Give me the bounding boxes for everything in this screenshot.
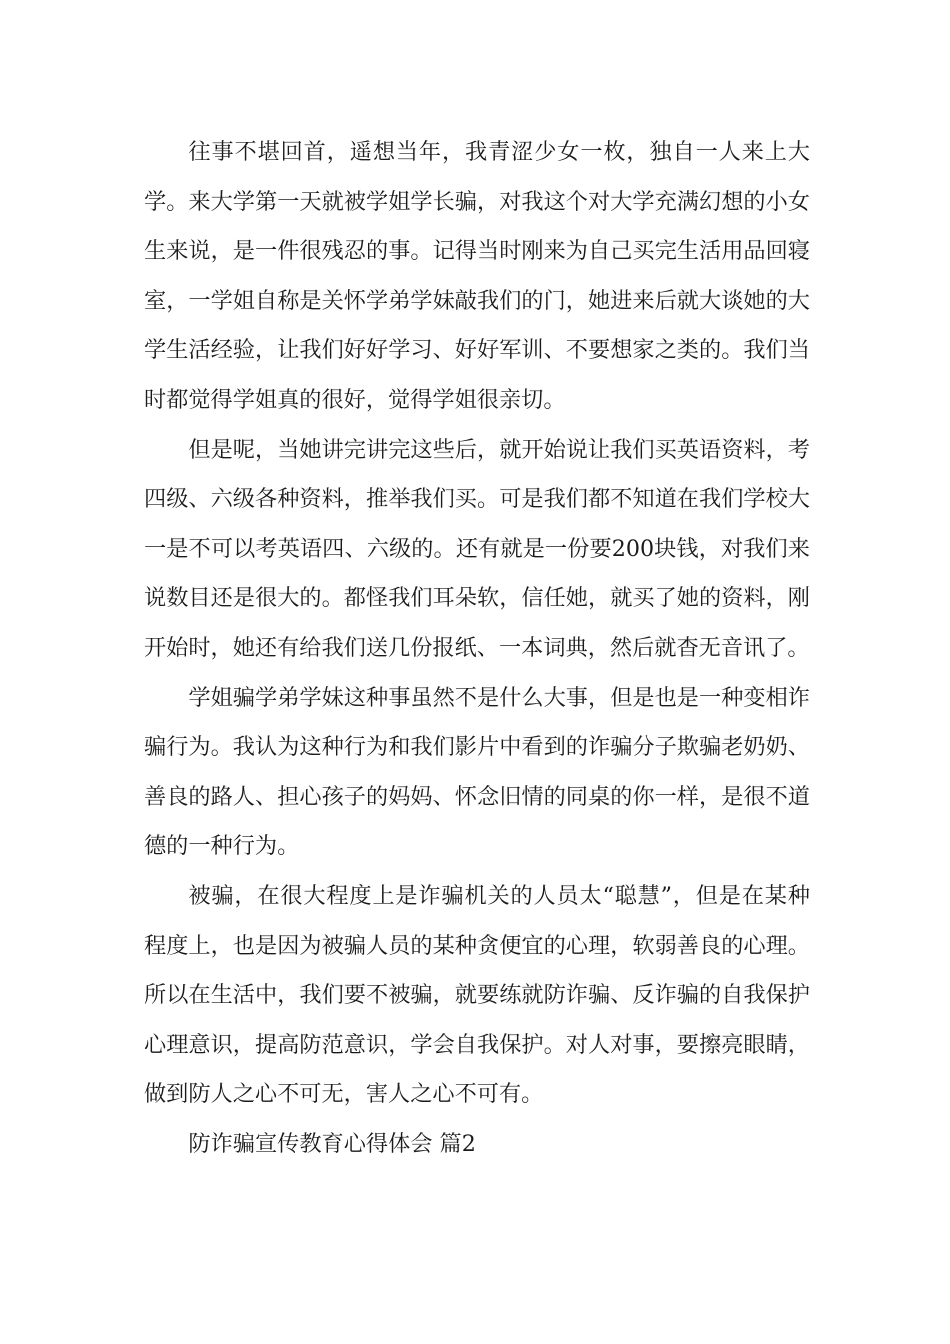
paragraph-2: 但是呢，当她讲完讲完这些后，就开始说让我们买英语资料，考四级、六级各种资料，推举我们买。可是我们都不知道在我们学校大一是不可以考英语四、六级的。还有就是一份要200块钱，对我们来说数目还是很大的。都怪我们耳朵软，信任她，就买了她的资料，刚开始时，她还有给我们送几份报纸、一本词典，然后就杳无音讯了。 xyxy=(144,436,810,661)
paragraph-4: 被骗，在很大程度上是诈骗机关的人员太“聪慧”，但是在某种程度上，也是因为被骗人员的某种贪便宜的心理，软弱善良的心理。所以在生活中，我们要不被骗，就要练就防诈骗、反诈骗的自我保护心理意识，提高防范意识，学会自我保护。对人对事，要擦亮眼睛，做到防人之心不可无，害人之心不可有。 xyxy=(144,882,810,1108)
paragraph-1: 往事不堪回首，遥想当年，我青涩少女一枚，独自一人来上大学。来大学第一天就被学姐学长骗，对我这个对大学充满幻想的小女生来说，是一件很残忍的事。记得当时刚来为自己买完生活用品回寝室，一学姐自称是关怀学弟学妹敲我们的门，她进来后就大谈她的大学生活经验，让我们好好学习、好好军训、不要想家之类的。我们当时都觉得学姐真的很好，觉得学姐很亲切。 xyxy=(144,139,810,413)
document-body xyxy=(144,128,810,1169)
paragraph-3: 学姐骗学弟学妹这种事虽然不是什么大事，但是也是一种变相诈骗行为。我认为这种行为和我们影片中看到的诈骗分子欺骗老奶奶、善良的路人、担心孩子的妈妈、怀念旧情的同桌的你一样，是很不道德的一种行为。 xyxy=(144,684,810,860)
section-heading: 防诈骗宣传教育心得体会 篇2 xyxy=(188,1130,476,1157)
